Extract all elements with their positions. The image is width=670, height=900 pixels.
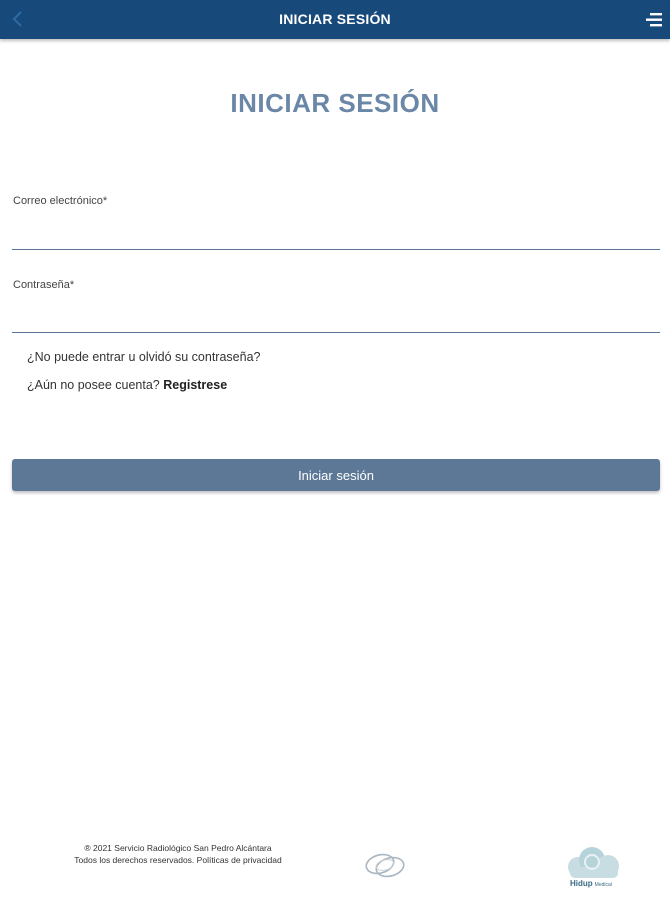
app-bar-title: INICIAR SESIÓN	[279, 11, 391, 27]
password-label: Contraseña*	[13, 279, 75, 291]
login-button[interactable]: Iniciar sesión	[12, 459, 660, 491]
register-prompt: ¿Aún no posee cuenta?	[27, 378, 160, 392]
footer-copyright	[40, 842, 316, 866]
register-link[interactable]: Registrese	[163, 378, 228, 392]
cloud-icon	[562, 845, 628, 879]
page-title: INICIAR SESIÓN	[230, 88, 440, 118]
logo-sub: Medical	[594, 882, 612, 888]
hidup-logo	[562, 845, 628, 893]
password-field[interactable]	[12, 306, 660, 333]
privacy-link[interactable]: Políticas de privacidad	[196, 855, 282, 865]
email-field[interactable]	[12, 223, 660, 250]
copyright-text: ® 2021 Servicio Radiológico San Pedro Alcántara	[84, 843, 272, 853]
forgot-password-link[interactable]: ¿No puede entrar u olvidó su contraseña?	[27, 350, 261, 364]
register-line	[27, 378, 227, 392]
rings-logo	[362, 848, 410, 882]
menu-icon	[644, 10, 664, 30]
rights-text: Todos los derechos reservados.	[74, 855, 195, 865]
logo-brand: Hidup	[570, 879, 593, 888]
menu-button[interactable]	[644, 10, 664, 30]
top-app-bar	[0, 0, 670, 39]
email-label: Correo electrónico*	[13, 195, 108, 207]
